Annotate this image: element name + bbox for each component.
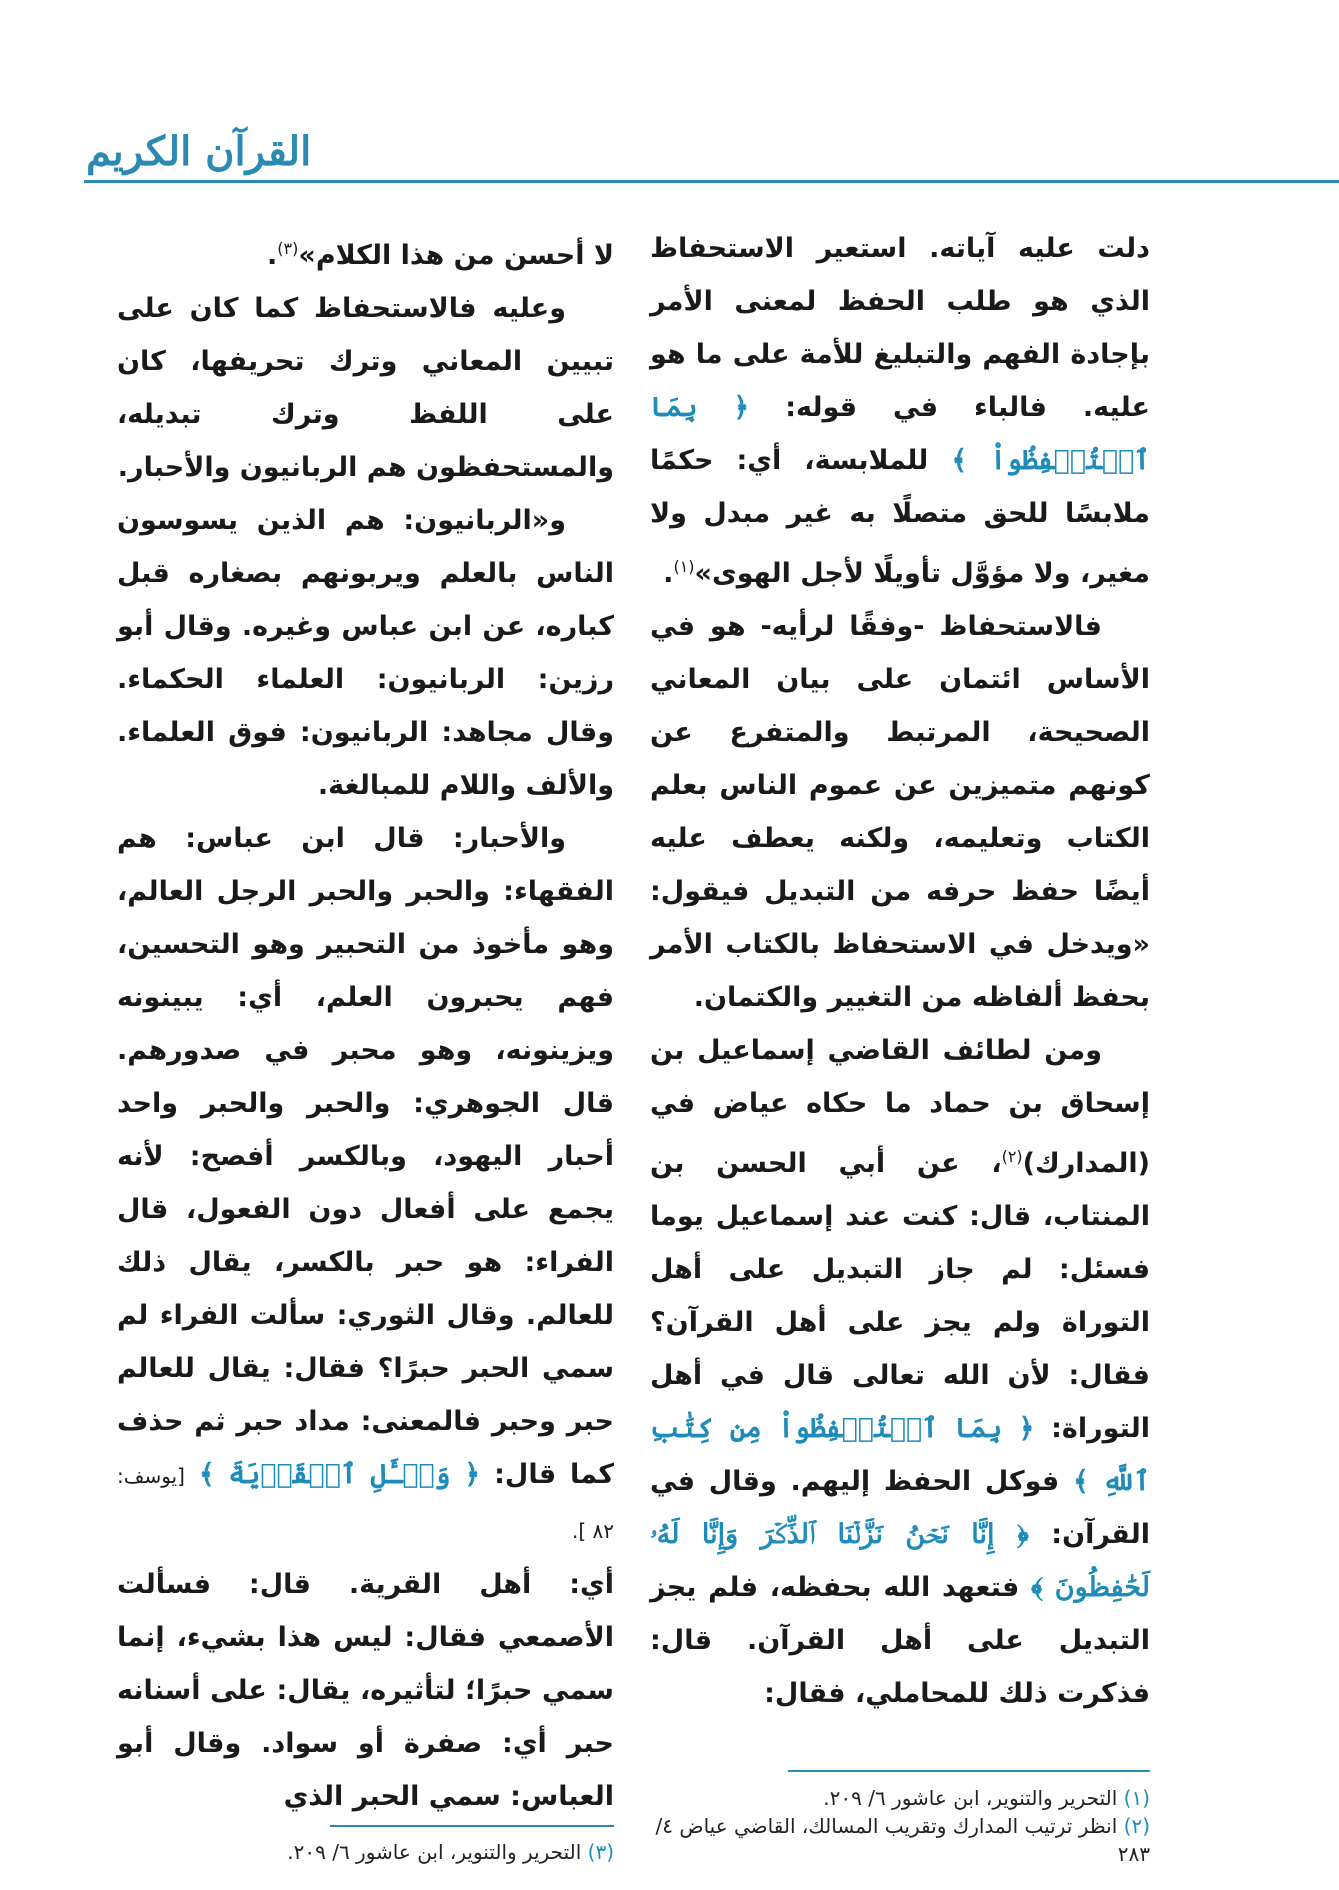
para-text: فتعهد الله بحفظه، فلم يجز التبديل على أهل القرآن. قال: فذكرت ذلك للمحاملي، فقال: xyxy=(650,1572,1150,1709)
paragraph: دلت عليه آياته. استعير الاستحفاظ الذي هو طلب الحفظ لمعنى الأمر بإجادة الفهم والتبليغ للأمة على ما هو عليه. فالباء في قوله: ﴿ بِمَا ٱسۡتُحۡفِظُواْ ﴾ للملابسة، أي: حكمًا ملابسًا للحق متصلًا به غير مبدل ولا مغير، ولا مؤوَّل تأويلًا لأجل الهوى»$^{(١)}$. xyxy=(650,233,1150,589)
left-column xyxy=(117,222,614,1823)
footnote-ref[interactable]: (١) xyxy=(673,557,695,576)
right-column xyxy=(650,222,1150,1720)
footnote-ref[interactable]: (٣) xyxy=(277,239,299,258)
header-rule xyxy=(84,180,1339,183)
para-text: والأحبار: قال ابن عباس: هم الفقهاء: والحبر والحبر الرجل العالم، وهو مأخوذ من التحبير وهو التحسين، فهم يحبرون العلم، أي: يبينونه ويزينونه، وهو محبر في صدورهم. قال الجوهري: والحبر والحبر واحد أحبار اليهود، وبالكسر أفصح: لأنه يجمع على أفعال دون الفعول، قال الفراء: هو حبر بالكسر، يقال ذلك للعالم. وقال الثوري: سألت الفراء لم سمي الحبر حبرًا؟ فقال: يقال للعالم حبر وحبر فالمعنى: مداد حبر ثم حذف كما قال: xyxy=(117,823,614,1490)
paragraph: فالاستحفاظ -وفقًا لرأيه- هو في الأساس ائتمان على بيان المعاني الصحيحة، المرتبط والمتفرع عن كونهم متميزين عن عموم الناس بعلم الكتاب وتعليمه، ولكنه يعطف عليه أيضًا حفظ حرفه من التبديل فيقول: «ويدخل في الاستحفاظ بالكتاب الأمر بحفظ ألفاظه من التغيير والكتمان. xyxy=(650,611,1150,1013)
paragraph: وعليه فالاستحفاظ كما كان على تبيين المعاني وترك تحريفها، كان على اللفظ وترك تبديله، والمستحفظون هم الربانيون والأحبار. xyxy=(117,293,614,483)
footnote-number: (٢) xyxy=(1123,1814,1150,1838)
paragraph xyxy=(650,1024,1150,1720)
footnote-divider xyxy=(788,1770,1150,1772)
quran-verse: ﴿ إِنَّا نَحۡنُ نَزَّلۡنَا ٱلذِّكۡرَ وَإِنَّا لَهُۥ لَحَٰفِظُونَ ﴾ xyxy=(650,1519,1150,1603)
paragraph: أي: أهل القرية. قال: فسألت الأصمعي فقال: ليس هذا بشيء، إنما سمي حبرًا؛ لتأثيره، يقال: على أسنانه حبر أي: صفرة أو سواد. وقال أبو العباس: سمي الحبر الذي xyxy=(117,1569,614,1812)
quran-verse: ﴿ بِمَا ٱسۡتُحۡفِظُواْ ﴾ xyxy=(650,392,1150,476)
para-text: ، عن أبي الحسن بن المنتاب، قال: كنت عند إسماعيل يوما فسئل: لم جاز التبديل على أهل التوراة ولم يجز على أهل القرآن؟ فقال: لأن الله تعالى قال في أهل التوراة: xyxy=(650,1148,1150,1444)
footnote xyxy=(650,1784,1150,1812)
footnote xyxy=(650,1812,1150,1868)
footnote-number: (٣) xyxy=(587,1840,614,1864)
footnotes-left xyxy=(117,1838,614,1866)
footnote-ref[interactable]: (٢) xyxy=(1001,1147,1023,1166)
footnote-text: التحرير والتنوير، ابن عاشور ٦/ ٢٠٩. xyxy=(823,1786,1118,1810)
footnote-number: (١) xyxy=(1123,1786,1150,1810)
footnote-text: التحرير والتنوير، ابن عاشور ٦/ ٢٠٩. xyxy=(287,1840,582,1864)
para-text: للملابسة، أي: حكمًا ملابسًا للحق متصلًا به غير مبدل ولا مغير، ولا مؤوَّل تأويلًا لأجل الهوى» xyxy=(650,445,1150,589)
para-text: لا أحسن من هذا الكلام» xyxy=(298,240,614,271)
paragraph xyxy=(117,812,614,1558)
quran-verse: ﴿ وَسۡـَٔلِ ٱلۡقَرۡيَةَ ﴾ xyxy=(198,1459,481,1490)
paragraph: و«الربانيون: هم الذين يسوسون الناس بالعلم ويربونهم بصغاره قبل كباره، عن ابن عباس وغيره. وقال أبو رزين: الربانيون: العلماء الحكماء. وقال مجاهد: الربانيون: فوق العلماء. والألف واللام للمبالغة. xyxy=(117,505,614,801)
footnote-divider xyxy=(330,1825,614,1827)
footnote xyxy=(117,1838,614,1866)
para-text: فوكل الحفظ إليهم. وقال في القرآن: xyxy=(650,1466,1150,1550)
para-text: دلت عليه آياته. استعير الاستحفاظ الذي هو طلب الحفظ لمعنى الأمر بإجادة الفهم والتبليغ للأمة على ما هو عليه. فالباء في قوله: xyxy=(650,233,1150,423)
footnotes-right xyxy=(650,1784,1150,1868)
paragraph: لا أحسن من هذا الكلام»$^{(٣)}$. xyxy=(267,239,614,271)
para-text: ومن لطائف القاضي إسماعيل بن إسحاق بن حماد ما حكاه عياض في (المدارك) xyxy=(650,1035,1150,1179)
verse-reference: [يوسف: ٨٢ ]. xyxy=(117,1464,614,1543)
footnote-text: انظر ترتيب المدارك وتقريب المسالك، القاضي عياض ٤/ ٢٨٣ xyxy=(655,1814,1150,1866)
quran-verse: ﴿ بِمَا ٱسۡتُحۡفِظُواْ مِن كِتَٰبِ ٱللَّهِ ﴾ xyxy=(650,1413,1150,1497)
header-logo: القرآن الكريم xyxy=(86,128,312,175)
